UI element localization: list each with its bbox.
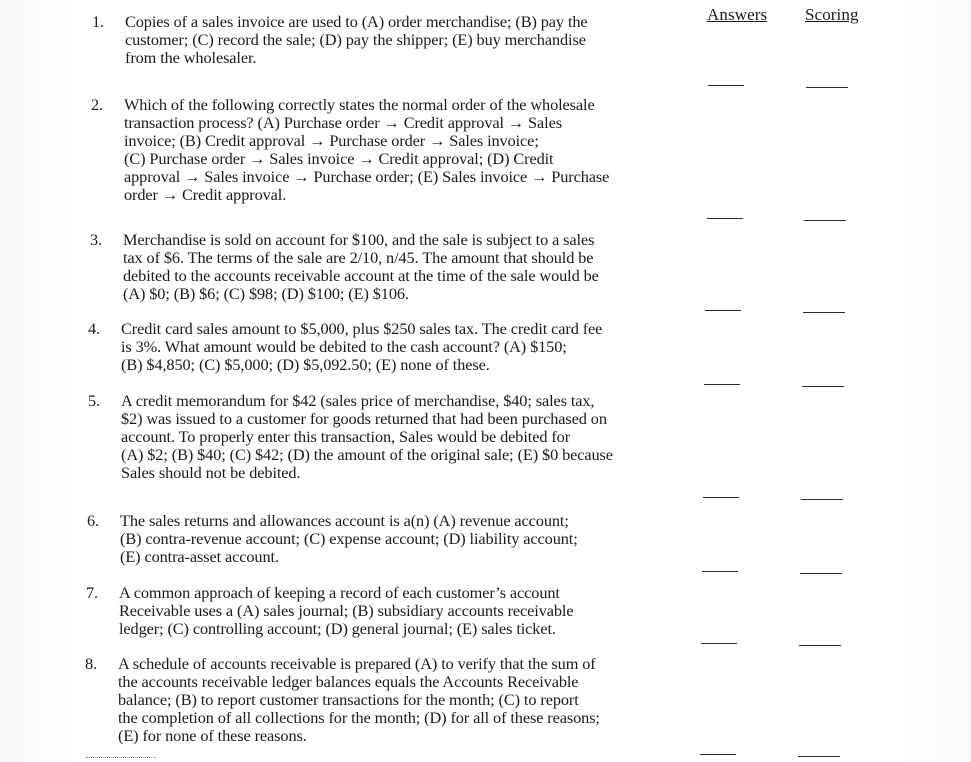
question-text: A schedule of accounts receivable is prepared (A) to verify that the sum of the accounts receivable ledger balances equals the Accounts Receivable balance; (B) to report customer transactions for the month; (C) to report the completion of all collections for the month; (D) for all of these reasons; (E) for none of these reasons. [118, 654, 600, 745]
question-number: 6. [87, 511, 100, 530]
answers-column-header: Answers [707, 5, 768, 24]
scoring-blank-1[interactable] [806, 87, 848, 88]
answer-blank-5[interactable] [703, 497, 739, 498]
answer-blank-8[interactable] [700, 754, 736, 755]
scoring-blank-8[interactable] [798, 756, 840, 757]
answer-blank-1[interactable] [708, 85, 744, 86]
question-text: A credit memorandum for $42 (sales price of merchandise, $40; sales tax, $2) was issued to a customer for goods returned that had been purchased on account. To properly enter this transaction, Sales would be debited for (A) $2; (B) $40; (C) $42; (D) the amount of the original sale; (E) $0 because Sales should not be debited. [121, 391, 613, 482]
scoring-blank-4[interactable] [802, 386, 844, 387]
scoring-blank-5[interactable] [801, 499, 843, 500]
answer-blank-3[interactable] [705, 310, 741, 311]
answer-blank-7[interactable] [701, 643, 737, 644]
question-number: 3. [90, 230, 103, 249]
answer-blank-2[interactable] [707, 218, 743, 219]
question-number: 7. [86, 583, 99, 602]
answer-blank-4[interactable] [704, 384, 740, 385]
scoring-blank-7[interactable] [799, 645, 841, 646]
scoring-blank-3[interactable] [803, 312, 845, 313]
scoring-blank-6[interactable] [800, 573, 842, 574]
question-text: Copies of a sales invoice are used to (A) order merchandise; (B) pay the customer; (C) record the sale; (D) pay the shipper; (E) buy merchandise from the wholesaler. [125, 12, 588, 67]
question-number: 8. [85, 654, 98, 673]
answer-blank-6[interactable] [702, 571, 738, 572]
question-text: A common approach of keeping a record of each customer’s account Receivable uses a (A) sales journal; (B) subsidiary accounts receivable ledger; (C) controlling account; (D) general journal; (E) sales ticket. [119, 583, 574, 638]
question-text: Merchandise is sold on account for $100, and the sale is subject to a sales tax of $6. The terms of the sale are 2/10, n/45. The amount that should be debited to the accounts receivable account at the time of the sale would be (A) $0; (B) $6; (C) $98; (D) $100; (E) $106. [123, 230, 599, 303]
question-number: 1. [92, 12, 105, 31]
scoring-blank-2[interactable] [804, 220, 846, 221]
question-number: 2. [91, 95, 104, 114]
cropped-next-question [86, 757, 156, 762]
question-text: Which of the following correctly states the normal order of the wholesale transaction process? (A) Purchase order → Credit approval → Sales invoice; (B) Credit approval → Purchase order → Sales invoice; (C) Purchase order → Sales invoice → Credit approval; (D) Credit approval → Sales invoice → Purchase order; (E) Sales invoice → Purchase order → Credit approval. [124, 95, 610, 204]
scoring-column-header: Scoring [805, 5, 859, 24]
question-text: Credit card sales amount to $5,000, plus $250 sales tax. The credit card fee is 3%. What amount would be debited to the cash account? (A) $150; (B) $4,850; (C) $5,000; (D) $5,092.50; (E) none of these. [121, 319, 603, 374]
question-number: 4. [88, 319, 101, 338]
question-text: The sales returns and allowances account is a(n) (A) revenue account; (B) contra-revenue account; (C) expense account; (D) liability account; (E) contra-asset account. [120, 511, 578, 566]
question-number: 5. [88, 391, 101, 410]
